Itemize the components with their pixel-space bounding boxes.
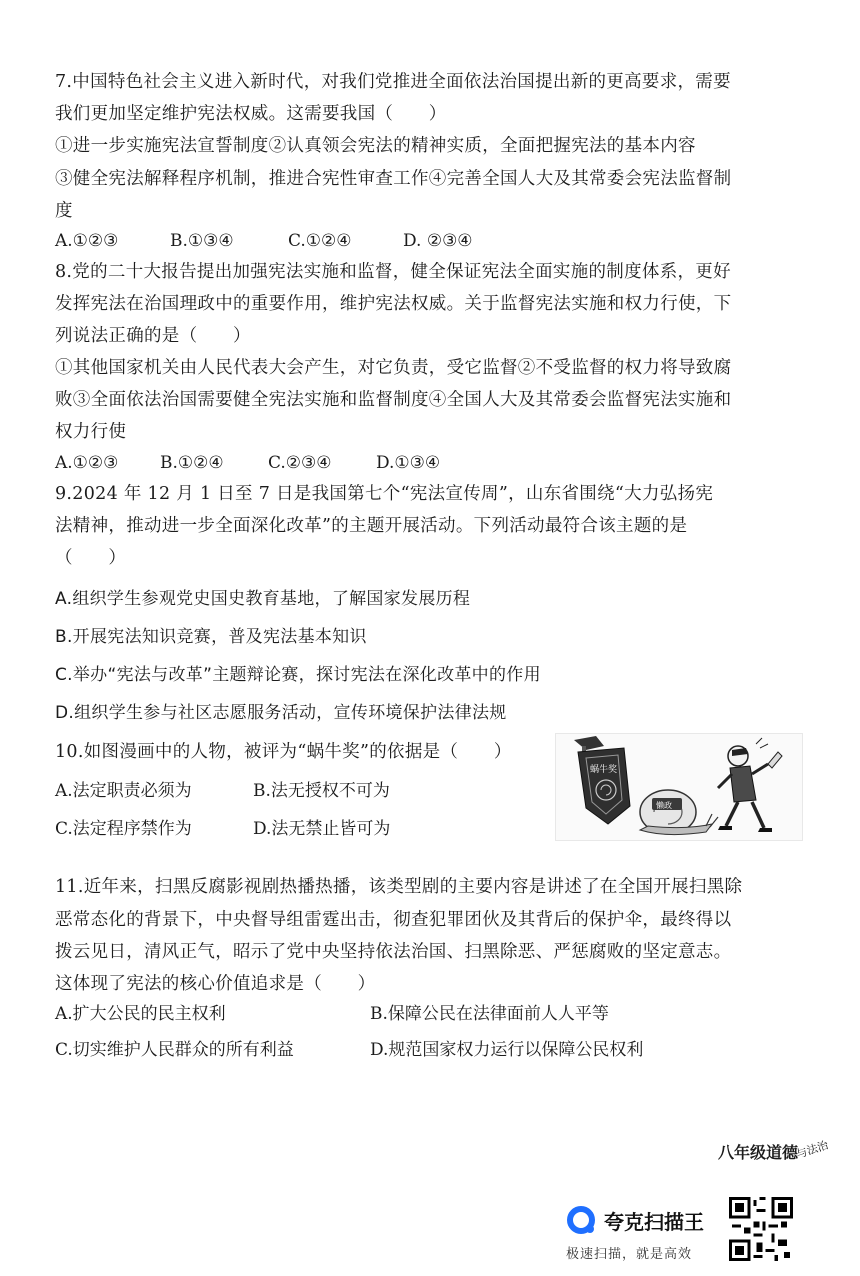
q9-option-d: D.组织学生参与社区志愿服务活动，宣传环境保护法律法规	[55, 703, 507, 723]
subject-tail: 与法治	[794, 1138, 831, 1162]
q8-option-a: A.①②③	[55, 453, 119, 473]
q7-option-b: B.①③④	[170, 231, 234, 251]
cartoon-illustration	[556, 734, 802, 840]
q7-statement-line3: 度	[55, 201, 73, 221]
quark-logo-icon	[566, 1205, 596, 1235]
q8-option-c: C.②③④	[268, 453, 332, 473]
subject-label	[718, 1140, 832, 1163]
q8-statement-line2: 败③全面依法治国需要健全宪法实施和监督制度④全国人大及其常委会监督宪法实施和	[55, 390, 732, 410]
scanner-watermark	[566, 1205, 704, 1235]
q11-option-d: D.规范国家权力运行以保障公民权利	[370, 1040, 644, 1060]
q8-stem-line2: 发挥宪法在治国理政中的重要作用，维护宪法权威。关于监督宪法实施和权力行使，下	[55, 294, 732, 314]
q11-stem-line4: 这体现了宪法的核心价值追求是（ ）	[55, 974, 376, 994]
q11-stem-line1: 11.近年来，扫黑反腐影视剧热播热播，该类型剧的主要内容是讲述了在全国开展扫黑除	[55, 877, 743, 897]
q9-option-c: C.举办“宪法与改革”主题辩论赛，探讨宪法在深化改革中的作用	[55, 665, 541, 685]
q9-option-a: A.组织学生参观党史国史教育基地，了解国家发展历程	[55, 589, 471, 609]
qr-code-icon	[729, 1197, 793, 1261]
q8-statement-line1: ①其他国家机关由人民代表大会产生，对它负责，受它监督②不受监督的权力将导致腐	[55, 358, 732, 378]
q11-option-c: C.切实维护人民群众的所有利益	[55, 1040, 294, 1060]
snail-award-cartoon	[555, 733, 803, 841]
q7-stem-line2: 我们更加坚定维护宪法权威。这需要我国（ ）	[55, 104, 447, 124]
q8-statement-line3: 权力行使	[55, 422, 127, 442]
banner-text: 蜗牛奖	[590, 765, 618, 775]
q8-option-d: D.①③④	[376, 453, 441, 473]
q10-stem: 10.如图漫画中的人物，被评为“蜗牛奖”的依据是（ ）	[55, 742, 512, 762]
q8-option-b: B.①②④	[160, 453, 224, 473]
shell-text: 懒政	[656, 801, 672, 810]
q11-stem-line3: 拨云见日，清风正气，昭示了党中央坚持依法治国、扫黑除恶、严惩腐败的坚定意志。	[55, 942, 732, 962]
q8-stem-line1: 8.党的二十大报告提出加强宪法实施和监督，健全保证宪法全面实施的制度体系，更好	[55, 262, 731, 282]
q7-stem-line1: 7.中国特色社会主义进入新时代，对我们党推进全面依法治国提出新的更高要求，需要	[55, 72, 731, 92]
q10-option-b: B.法无授权不可为	[253, 781, 390, 801]
q8-stem-line3: 列说法正确的是（ ）	[55, 326, 251, 346]
q7-statement-line1: ①进一步实施宪法宣誓制度②认真领会宪法的精神实质，全面把握宪法的基本内容	[55, 136, 696, 156]
q7-statement-line2: ③健全宪法解释程序机制，推进合宪性审查工作④完善全国人大及其常委会宪法监督制	[55, 169, 732, 189]
q7-option-c: C.①②④	[288, 231, 352, 251]
q10-option-c: C.法定程序禁作为	[55, 819, 192, 839]
q9-stem-line2: 法精神，推动进一步全面深化改革”的主题开展活动。下列活动最符合该主题的是	[55, 516, 688, 536]
q11-option-a: A.扩大公民的民主权利	[55, 1004, 226, 1024]
q9-stem-line1: 9.2024 年 12 月 1 日至 7 日是我国第七个“宪法宣传周”，山东省围绕“大力弘扬宪	[55, 484, 714, 504]
q11-option-b: B.保障公民在法律面前人人平等	[370, 1004, 609, 1024]
q10-option-a: A.法定职责必须为	[55, 781, 192, 801]
subject-main: 八年级道德	[718, 1143, 799, 1162]
q11-stem-line2: 恶常态化的背景下，中央督导组雷霆出击，彻查犯罪团伙及其背后的保护伞，最终得以	[55, 910, 732, 930]
q10-option-d: D.法无禁止皆可为	[253, 819, 391, 839]
q9-stem-line3: （ ）	[55, 548, 127, 568]
q9-option-b: B.开展宪法知识竞赛，普及宪法基本知识	[55, 627, 367, 647]
q7-option-a: A.①②③	[55, 231, 119, 251]
brand-name: 夸克扫描王	[604, 1209, 704, 1234]
brand-slogan: 极速扫描，就是高效	[566, 1247, 693, 1262]
q7-option-d: D. ②③④	[403, 231, 473, 251]
